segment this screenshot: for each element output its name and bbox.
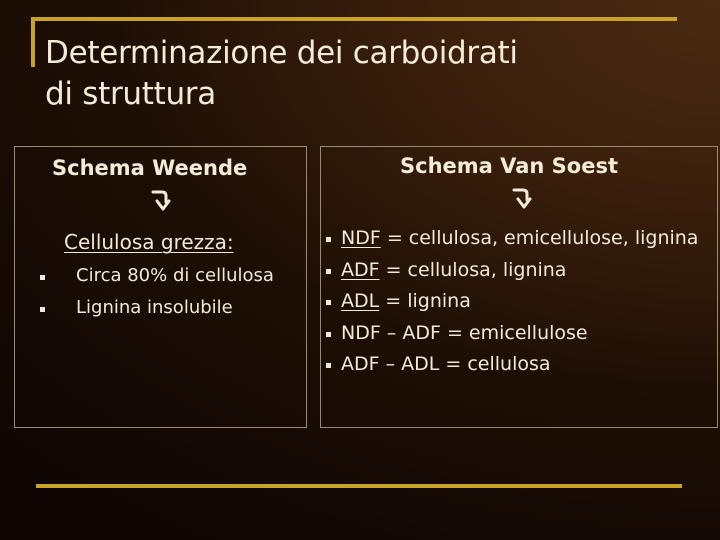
van-soest-list — [326, 224, 698, 382]
abbr-adl: ADL — [341, 290, 380, 312]
weende-heading: Schema Weende — [52, 156, 248, 180]
bullet-icon — [40, 307, 45, 312]
arrow-down-icon — [510, 187, 532, 209]
list-item-text: = cellulosa, emicellulose, lignina — [380, 227, 699, 249]
list-item-text: = cellulosa, lignina — [379, 258, 567, 281]
title-line-2: di struttura — [45, 76, 216, 112]
list-item — [326, 224, 698, 256]
list-item — [40, 263, 274, 295]
list-item — [326, 256, 698, 288]
list-item — [326, 319, 698, 351]
list-item — [40, 295, 274, 327]
van-soest-heading: Schema Van Soest — [400, 154, 618, 178]
bullet-icon — [326, 237, 331, 242]
frame-left-rule — [31, 17, 35, 67]
list-item-text: Lignina insolubile — [76, 297, 233, 318]
list-item — [326, 287, 698, 319]
list-item — [326, 350, 698, 382]
title-line-1: Determinazione dei carboidrati — [45, 35, 518, 71]
bullet-icon — [40, 275, 45, 280]
bullet-icon — [326, 363, 331, 368]
list-item-text: NDF – ADF = emicellulose — [341, 321, 588, 344]
list-item-text: ADF – ADL = cellulosa — [341, 353, 551, 375]
frame-bottom-rule — [36, 484, 682, 488]
list-item-text: Circa 80% di cellulosa — [76, 265, 274, 286]
bullet-icon — [326, 332, 331, 337]
bullet-icon — [326, 269, 331, 274]
arrow-down-icon — [149, 189, 171, 211]
weende-list — [40, 263, 274, 327]
abbr-adf: ADF — [341, 258, 380, 281]
bullet-icon — [326, 300, 331, 305]
slide-title — [45, 33, 665, 115]
frame-top-rule — [31, 17, 677, 21]
abbr-ndf: NDF — [341, 227, 381, 249]
cellulosa-grezza-label: Cellulosa grezza: — [64, 230, 234, 254]
list-item-text: = lignina — [379, 290, 471, 312]
